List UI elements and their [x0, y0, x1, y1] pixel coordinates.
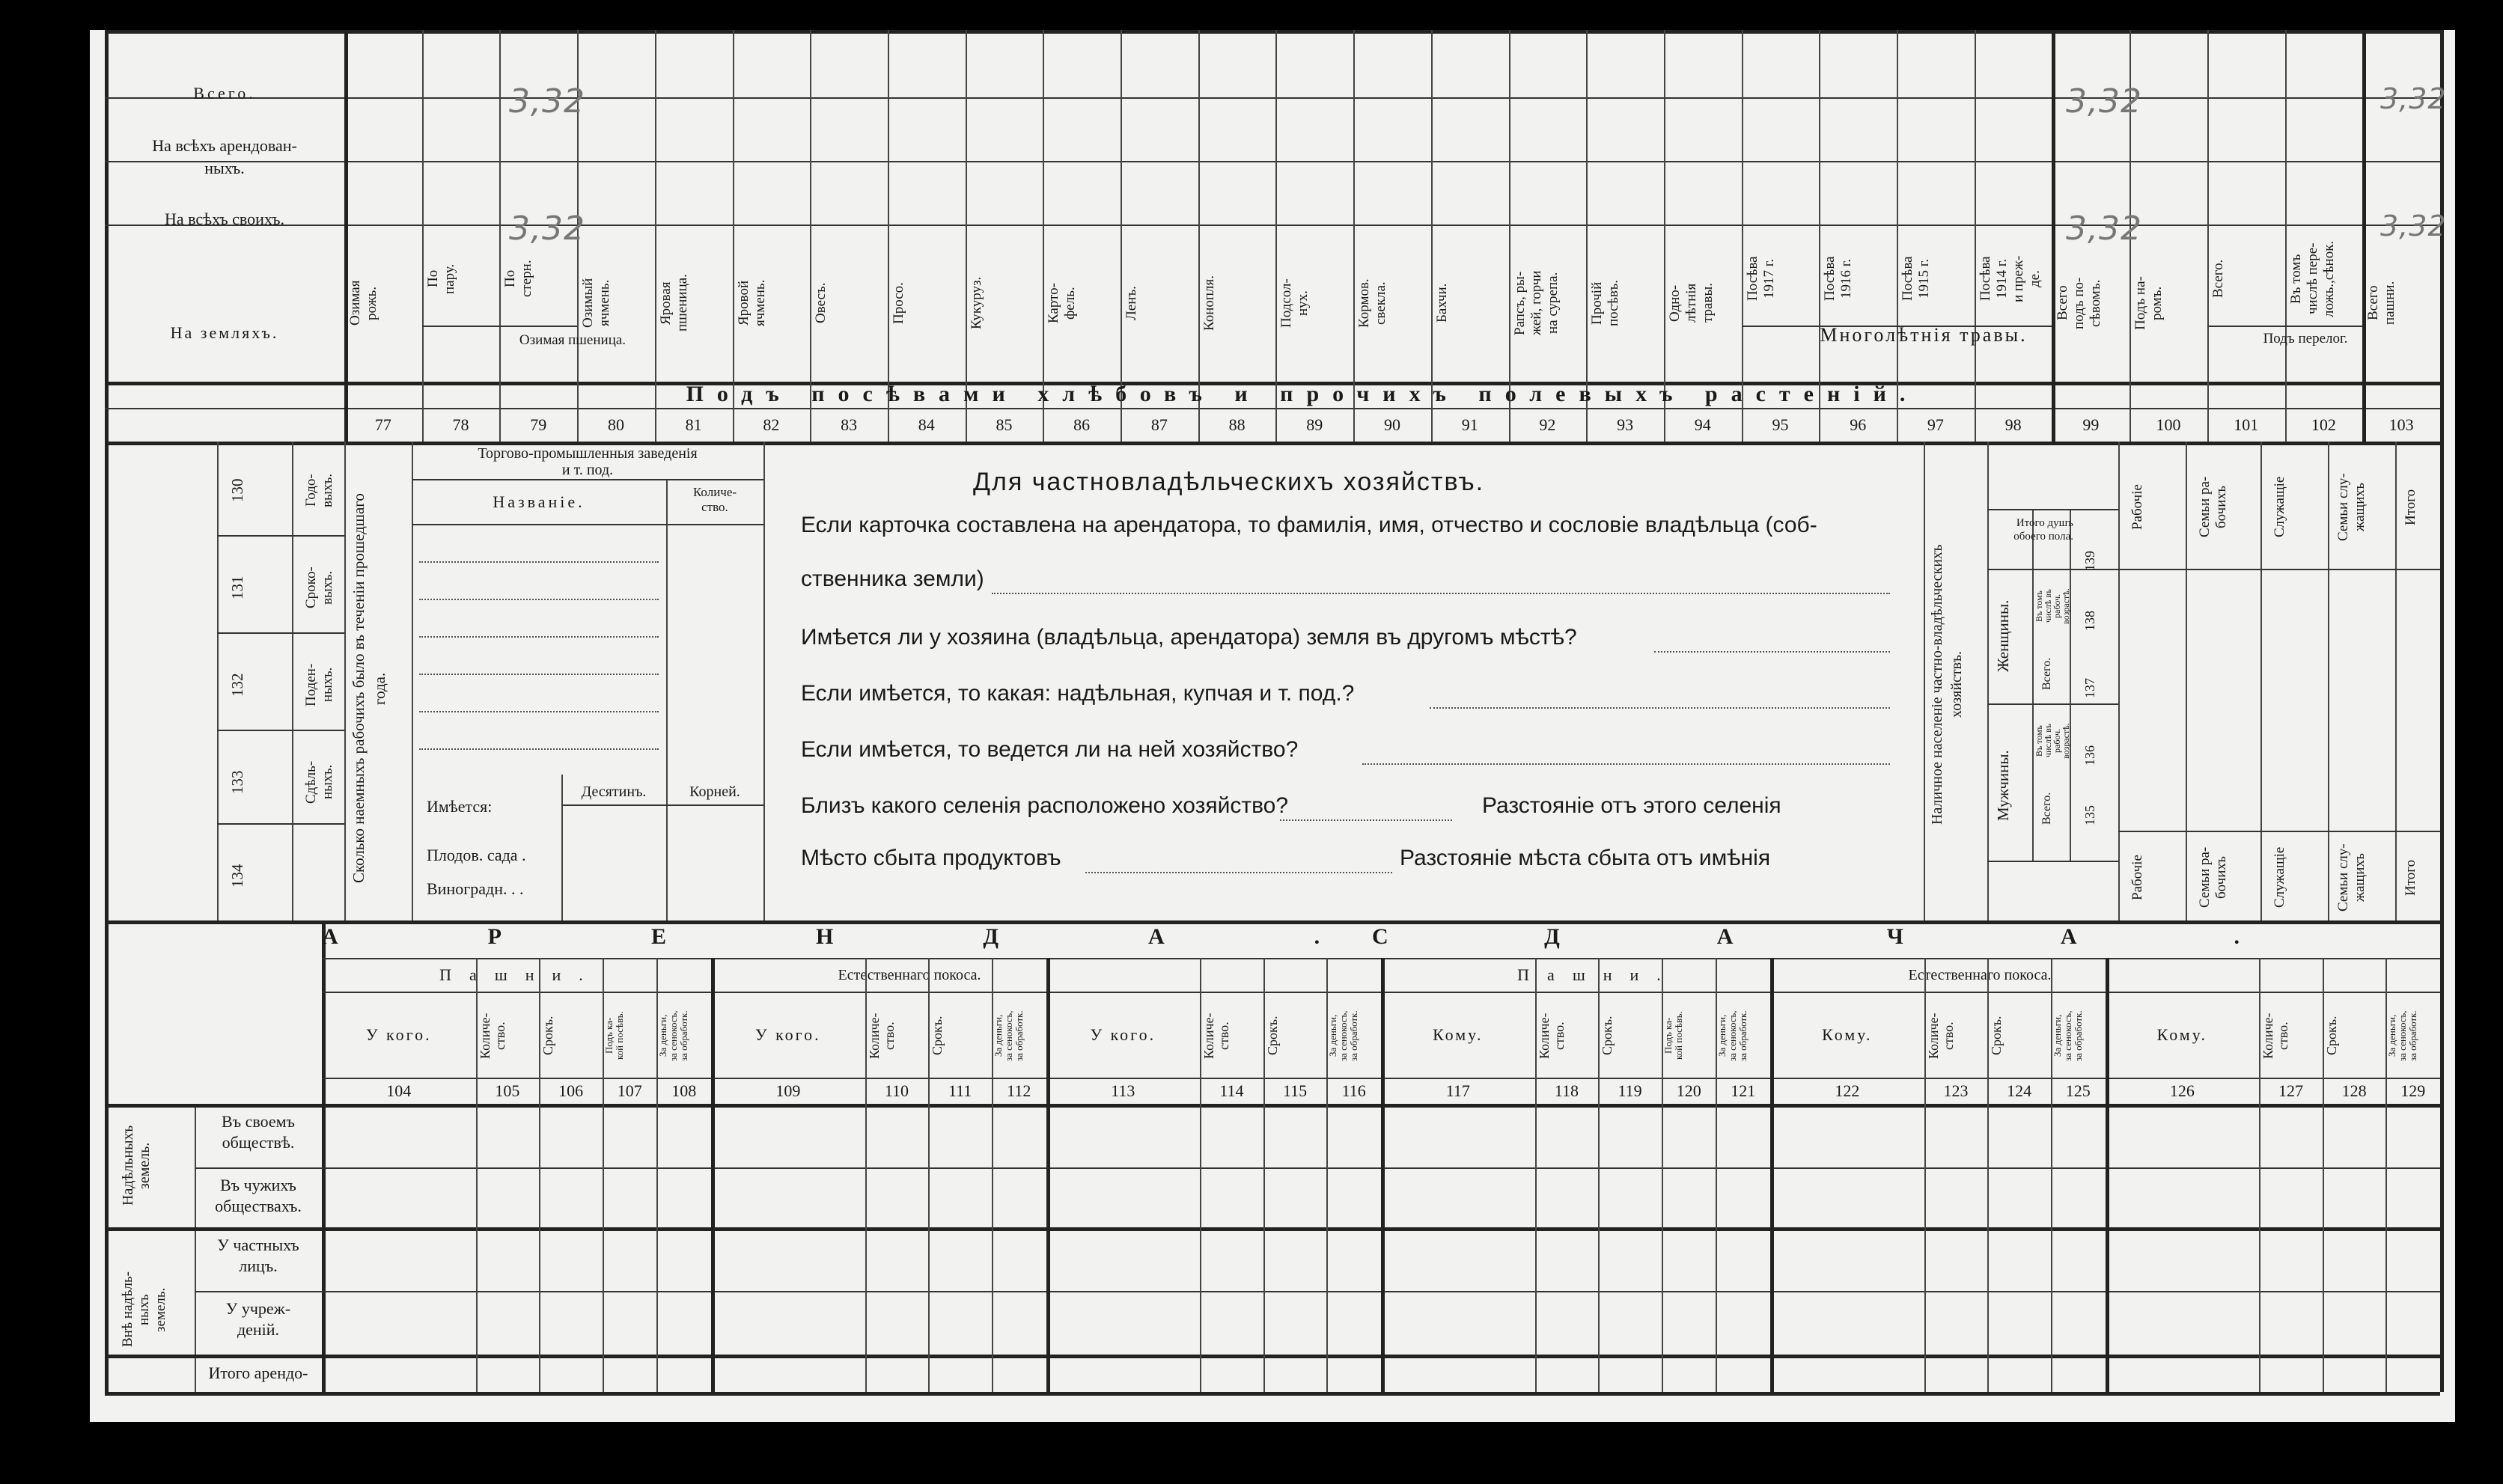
row-label-on-lands: На земляхъ.	[170, 323, 279, 342]
population-rule	[1987, 509, 2118, 510]
crop-column-number: 78	[452, 415, 469, 434]
workers-rule	[217, 632, 344, 634]
crop-column-number: 102	[2311, 415, 2336, 434]
arenda-pashni: Пашни.	[439, 965, 601, 984]
crop-column-header: Посѣва 1917 г.	[1744, 256, 1777, 302]
crop-column-number: 89	[1306, 415, 1323, 434]
crop-column-number: 81	[685, 415, 702, 434]
lease-column-number: 123	[1943, 1081, 1969, 1100]
crop-column-number: 96	[1850, 415, 1867, 434]
row-rule-2	[105, 161, 2440, 162]
lease-column-header: Кому.	[2156, 1025, 2207, 1044]
lease-row-rule	[195, 1167, 2440, 1169]
worker-num: 132	[228, 673, 246, 697]
population-category: Итого	[2403, 859, 2418, 896]
crop-column-header: Кормов. свекла.	[1356, 278, 1389, 328]
question-land-type: Если имѣется, то какая: надѣльная, купчая и т. под.?	[801, 681, 1355, 706]
population-rule	[2395, 442, 2397, 920]
lease-column-number: 121	[1731, 1081, 1756, 1100]
crop-column-header: Яровой ячмень.	[735, 279, 768, 327]
women-label: Женщины.	[1994, 599, 2012, 673]
lease-column-number: 105	[495, 1081, 520, 1100]
crop-column-number: 77	[374, 415, 391, 434]
question-owner-line1: Если карточка составлена на арендатора, то фамилія, имя, отчество и сословіе владѣльца (соб-	[801, 513, 1817, 537]
lease-column-header: За деньги, за сенокосъ, за обработк.	[1327, 1010, 1360, 1061]
workers-rule	[344, 442, 346, 920]
question-village: Близъ какого селенія расположено хозяйство?	[801, 793, 1289, 818]
lease-column-number: 104	[386, 1081, 412, 1100]
worker-type-label: Сроко- выхъ.	[303, 567, 335, 608]
handwritten-value: 3,32	[509, 82, 585, 120]
workers-rule	[412, 442, 413, 920]
lease-column-number: 128	[2341, 1081, 2367, 1100]
crop-column-header: Всего пашни.	[2365, 281, 2398, 326]
crop-column-rule	[1353, 30, 1355, 442]
lease-column-number: 112	[1007, 1081, 1031, 1100]
lease-row-label: У частныхъ лицъ.	[217, 1236, 299, 1275]
population-rule	[2070, 509, 2071, 861]
answer-line	[992, 593, 1890, 594]
population-category: Служащіе	[2272, 476, 2287, 538]
crop-column-number: 99	[2082, 415, 2100, 434]
population-category: Семьи слу- жащихъ	[2335, 843, 2368, 912]
workers-title: Сколько наемныхъ рабочихъ было въ теченіи прошедшаго года.	[350, 493, 388, 884]
population-rule	[2328, 442, 2329, 920]
question-farming: Если имѣется, то ведется ли на ней хозяйство?	[801, 737, 1299, 762]
workers-rule	[217, 823, 344, 825]
women-total-label: Всего.	[2040, 657, 2053, 690]
workers-rule	[217, 442, 219, 920]
lease-column-header: Количе- ство.	[1925, 1013, 1956, 1059]
crop-column-rule	[1586, 30, 1588, 442]
lease-column-rule	[1770, 958, 1774, 1392]
lease-column-rule	[1046, 958, 1050, 1392]
women-working-label: Въ томъ числѣ въ рабоч. возрастѣ.	[2034, 588, 2071, 624]
lease-column-rule	[2106, 958, 2109, 1392]
lease-column-header: Срокъ.	[540, 1016, 556, 1056]
lease-column-header: Срокъ.	[1600, 1016, 1615, 1056]
crop-column-number: 83	[841, 415, 858, 434]
lease-column-header: Кому.	[1433, 1025, 1484, 1044]
workers-rule	[217, 730, 344, 731]
crop-column-number: 98	[2004, 415, 2022, 434]
lease-column-header: Срокъ.	[930, 1016, 945, 1056]
crop-column-header: Всего подъ по- сѣвомъ.	[2055, 277, 2104, 329]
crop-column-header: Озимая рожь.	[347, 280, 379, 326]
trade-line	[419, 636, 659, 638]
lease-header-bottom	[105, 1104, 2440, 1108]
crop-column-rule	[1664, 30, 1665, 442]
crop-column-rule	[1975, 30, 1976, 442]
lease-column-rule	[711, 958, 715, 1392]
crop-column-header: Подъ на- ромъ.	[2132, 276, 2165, 330]
population-rule	[2118, 569, 2440, 570]
crop-column-rule	[1742, 30, 1743, 442]
lease-column-number: 115	[1283, 1081, 1308, 1100]
group-rule	[422, 326, 577, 327]
sdacha-caption: СДАЧА.	[1371, 924, 2397, 949]
trade-rule	[412, 524, 763, 525]
lease-column-number: 124	[2007, 1081, 2032, 1100]
trade-rule	[412, 479, 763, 480]
trade-line	[419, 599, 659, 600]
crop-column-header: Озимый ячмень.	[580, 278, 613, 329]
answer-line	[1654, 651, 1890, 653]
handwritten-value: 3,32	[2380, 82, 2447, 115]
question-village-distance: Разстояніе отъ этого селенія	[1482, 793, 1781, 818]
trade-qty-col: Количе- ство.	[692, 485, 737, 514]
census-card-sheet	[90, 30, 2455, 1422]
worker-type-label: Сдѣль- ныхъ.	[303, 760, 335, 804]
lease-row-label: Въ чужихъ обществахъ.	[215, 1176, 302, 1215]
question-market: Мѣсто сбыта продуктовъ	[801, 846, 1061, 870]
row-rule-5	[105, 408, 2440, 409]
lease-row-label: У учреж- деній.	[225, 1299, 291, 1339]
arenda-pokos: Естественнаго покоса.	[838, 967, 981, 983]
lease-column-header: Количе- ство.	[1536, 1013, 1567, 1059]
crop-column-rule	[1043, 30, 1044, 442]
crop-column-header: Просо.	[890, 282, 906, 324]
population-rule	[2118, 442, 2120, 920]
answer-line	[1430, 707, 1890, 709]
men-total-label: Всего.	[2040, 792, 2053, 825]
lease-column-header: За деньги, за сенокосъ, за обработк.	[1716, 1010, 1749, 1061]
left-border	[105, 30, 109, 1392]
handwritten-value: 3,32	[2380, 210, 2447, 242]
has-label: Имѣется:	[427, 797, 493, 816]
top-border	[105, 30, 2440, 34]
population-num: 136	[2082, 745, 2097, 766]
lease-column-header: Срокъ.	[1264, 1016, 1280, 1056]
crop-column-header: Прочій посѣвъ.	[1589, 280, 1622, 326]
lease-row-rule	[195, 1291, 2440, 1292]
question-market-distance: Разстояніе мѣста сбыта отъ имѣнія	[1400, 846, 1771, 870]
lease-column-header: У кого.	[755, 1025, 821, 1044]
lease-column-header: За деньги, за сенокосъ, за обработк.	[657, 1010, 690, 1061]
worker-num: 130	[228, 478, 246, 502]
crop-column-number: 94	[1694, 415, 1711, 434]
crop-column-number: 88	[1228, 415, 1246, 434]
korney-col: Корней.	[689, 784, 740, 800]
lease-row-label: Итого арендо-	[208, 1364, 308, 1382]
crop-column-rule	[2207, 30, 2209, 442]
crop-column-rule	[1819, 30, 1820, 442]
sdacha-pashni: Пашни.	[1517, 965, 1679, 984]
lease-column-number: 114	[1219, 1081, 1244, 1100]
worker-num: 131	[228, 575, 246, 599]
worker-type-label: Годо- выхъ.	[303, 473, 335, 507]
lease-column-header: У кого.	[1090, 1025, 1156, 1044]
population-num: 137	[2082, 678, 2097, 699]
handwritten-value: 3,32	[509, 210, 585, 248]
crop-column-rule	[2285, 30, 2287, 442]
crop-column-number: 85	[996, 415, 1013, 434]
population-category: Рабочіе	[2129, 484, 2145, 530]
lease-column-number: 125	[2065, 1081, 2091, 1100]
population-rule	[2118, 831, 2440, 832]
crop-column-rule	[1275, 30, 1277, 442]
lease-column-number: 113	[1111, 1081, 1135, 1100]
lease-column-header: За деньги, за сенокосъ, за обработк.	[992, 1010, 1025, 1061]
lease-row-rule	[105, 1355, 2440, 1358]
crop-column-rule	[810, 30, 811, 442]
crop-column-rule	[499, 30, 501, 442]
crop-column-header: Посѣва 1915 г.	[1900, 256, 1933, 302]
lease-column-number: 129	[2400, 1081, 2426, 1100]
crop-column-header: Посѣва 1914 г. и преж- де.	[1977, 255, 2043, 302]
trade-name-col: Названіе.	[493, 492, 585, 511]
population-num: 139	[2082, 551, 2097, 572]
crop-column-rule	[655, 30, 656, 442]
orchard-label: Плодов. сада .	[427, 846, 526, 864]
crop-column-header: По пару.	[424, 263, 457, 294]
crop-column-number: 80	[607, 415, 624, 434]
crop-column-rule	[966, 30, 967, 442]
lease-column-number: 110	[884, 1081, 909, 1100]
arenda-caption: АРЕНДА.	[322, 924, 1470, 949]
crop-column-header: Конопля.	[1201, 275, 1217, 332]
lease-column-number: 116	[1341, 1081, 1366, 1100]
population-num: 138	[2082, 611, 2097, 632]
lease-column-header: Подъ ка- кой посѣвъ.	[603, 1011, 625, 1060]
lease-column-number: 111	[948, 1081, 972, 1100]
non-allotment-lands-label: Внѣ надѣль- ныхъ земель.	[120, 1271, 168, 1348]
crop-column-rule	[733, 30, 734, 442]
crop-column-number: 87	[1150, 415, 1168, 434]
crop-column-number: 93	[1617, 415, 1634, 434]
crop-column-header: Овесъ.	[813, 282, 829, 324]
trade-rule	[763, 442, 765, 920]
crop-column-rule	[422, 30, 424, 442]
workers-rule	[292, 442, 293, 920]
crop-column-rule	[1509, 30, 1510, 442]
population-rule	[2032, 509, 2034, 861]
lease-column-number: 108	[671, 1081, 697, 1100]
handwritten-value: 3,32	[2066, 210, 2142, 248]
lease-column-header: Кому.	[1822, 1025, 1873, 1044]
private-farms-title: Для частновладѣльческихъ хозяйствъ.	[973, 468, 1485, 496]
crop-column-number: 79	[530, 415, 547, 434]
crop-column-number: 100	[2156, 415, 2181, 434]
answer-line	[1280, 819, 1452, 821]
crop-column-header: Кукуруз.	[968, 276, 984, 330]
crop-column-rule	[1121, 30, 1122, 442]
crop-column-header: Рапсъ, ры- жей, горчи на сурепа.	[1511, 270, 1561, 336]
answer-line	[1085, 872, 1392, 873]
crop-column-header: Яровая пшеница.	[657, 274, 690, 332]
crop-column-number: 91	[1461, 415, 1478, 434]
population-num: 135	[2082, 805, 2097, 826]
trade-rule	[666, 479, 668, 920]
trade-line	[419, 711, 659, 712]
worker-num: 134	[228, 864, 246, 888]
lease-column-number: 119	[1618, 1081, 1642, 1100]
lease-column-header: За деньги, за сенокосъ, за обработк.	[2386, 1010, 2419, 1061]
crop-column-number: 101	[2234, 415, 2259, 434]
questionnaire-rule	[1924, 442, 1925, 920]
crop-column-number: 90	[1383, 415, 1400, 434]
crop-column-header: Въ томъ числѣ пере- ложь.,сѣнок.	[2287, 240, 2337, 317]
crop-column-rule	[1431, 30, 1433, 442]
crop-column-header: Всего.	[2210, 259, 2226, 299]
desyatin-col: Десятинъ.	[581, 784, 647, 800]
lease-column-number: 122	[1835, 1081, 1860, 1100]
crop-column-header: Одно- лѣтнія травы.	[1666, 283, 1716, 323]
lease-column-header: Количе- ство.	[2260, 1013, 2291, 1059]
lease-column-rule	[1381, 958, 1385, 1392]
population-rule	[2260, 442, 2262, 920]
population-rule	[2186, 442, 2187, 920]
population-rule	[1987, 861, 2118, 862]
men-label: Мужчины.	[1994, 750, 2012, 822]
crop-column-number: 84	[918, 415, 935, 434]
crop-column-rule	[888, 30, 889, 442]
population-title: Наличное населеніе частно-владѣльческихъ хозяйствъ.	[1929, 544, 1965, 825]
crop-column-number: 82	[763, 415, 780, 434]
worker-type-label: Поден- ныхъ.	[303, 663, 335, 706]
population-rule	[1987, 442, 1989, 920]
vineyard-label: Виноградн. . .	[427, 879, 524, 898]
allotment-lands-label: Надѣльныхъ земель.	[120, 1125, 153, 1206]
crop-column-header: Бахчи.	[1433, 283, 1450, 323]
lease-column-number: 118	[1554, 1081, 1579, 1100]
lease-column-number: 109	[775, 1081, 801, 1100]
lease-column-header: За деньги, за сенокосъ, за обработк.	[2051, 1010, 2084, 1061]
crop-column-number: 92	[1539, 415, 1556, 434]
fallow-group-label: Подъ перелог.	[2263, 331, 2348, 346]
trade-rule	[561, 804, 763, 806]
crop-column-number: 97	[1927, 415, 1944, 434]
bottom-border	[105, 1392, 2440, 1396]
lease-column-number: 117	[1445, 1081, 1470, 1100]
crop-column-rule	[1198, 30, 1200, 442]
crop-column-rule	[1897, 30, 1898, 442]
lease-column-header: Количе- ство.	[1201, 1013, 1232, 1059]
crop-column-header: По стерн.	[502, 260, 535, 298]
lease-column-number: 127	[2278, 1081, 2303, 1100]
population-category: Итого	[2403, 489, 2418, 525]
lease-column-header: У кого.	[365, 1025, 432, 1044]
population-category: Семьи ра- бочихъ	[2197, 476, 2229, 538]
perennial-grass-group-label: Многолѣтнія травы.	[1820, 324, 2028, 346]
lease-column-header: Количе- ство.	[866, 1013, 897, 1059]
winter-wheat-group-label: Озимая пшеница.	[519, 332, 626, 348]
lease-column-number: 120	[1676, 1081, 1701, 1100]
lease-column-header: Подъ ка- кой посѣвъ.	[1662, 1011, 1684, 1060]
population-category: Служащіе	[2272, 846, 2287, 909]
handwritten-value: 3,32	[2066, 82, 2142, 120]
worker-num: 133	[228, 770, 246, 794]
crops-band-caption: Подъ посѣвами хлѣбовъ и прочихъ полевыхъ растеній.	[686, 382, 1919, 406]
lease-column-number: 107	[617, 1081, 642, 1100]
crop-column-number: 86	[1073, 415, 1091, 434]
crop-column-header: Ленъ.	[1124, 286, 1140, 320]
lease-column-number: 106	[558, 1081, 584, 1100]
lease-column-header: Срокъ.	[1989, 1016, 2004, 1056]
population-category: Семьи ра- бочихъ	[2197, 846, 2229, 909]
trade-line	[419, 674, 659, 675]
lease-column-number: 126	[2169, 1081, 2195, 1100]
sdacha-pokos: Естественнаго покоса.	[1908, 967, 2052, 983]
crop-column-number: 103	[2388, 415, 2414, 434]
men-working-label: Въ томъ числѣ въ рабоч. возрастѣ.	[2034, 723, 2071, 759]
workers-rule	[217, 535, 344, 537]
crop-column-header: Подсол- нух.	[1278, 278, 1311, 328]
trade-line	[419, 561, 659, 563]
lease-column-header: Срокъ.	[2323, 1016, 2339, 1056]
answer-line	[1362, 763, 1890, 765]
trade-line	[419, 748, 659, 750]
lease-row-rule	[105, 1227, 2440, 1231]
trade-title: Торгово-промышленныя заведенія и т. под.	[478, 445, 698, 478]
row-label-leased: На всѣхъ арендован- ныхъ.	[152, 136, 297, 177]
crop-column-header: Карто- фель.	[1046, 283, 1079, 323]
crop-column-number: 95	[1772, 415, 1789, 434]
group-rule	[2207, 326, 2362, 327]
row-label-own: На всѣхъ своихъ.	[165, 210, 284, 228]
row-label-total: Всего.	[193, 84, 256, 103]
total-souls-label: Итого душъ обоего пола.	[2013, 517, 2073, 543]
population-category: Семьи слу- жащихъ	[2335, 473, 2368, 541]
population-category: Рабочіе	[2129, 855, 2145, 900]
lease-row-label: Въ своемъ обществѣ.	[222, 1112, 295, 1152]
question-owner-line2: ственника земли)	[801, 567, 984, 591]
question-other-land: Имѣется ли у хозяина (владѣльца, арендатора) земля въ другомъ мѣстѣ?	[801, 625, 1577, 650]
lease-column-header: Количе- ство.	[477, 1013, 507, 1059]
crop-column-header: Посѣва 1916 г.	[1822, 256, 1855, 302]
